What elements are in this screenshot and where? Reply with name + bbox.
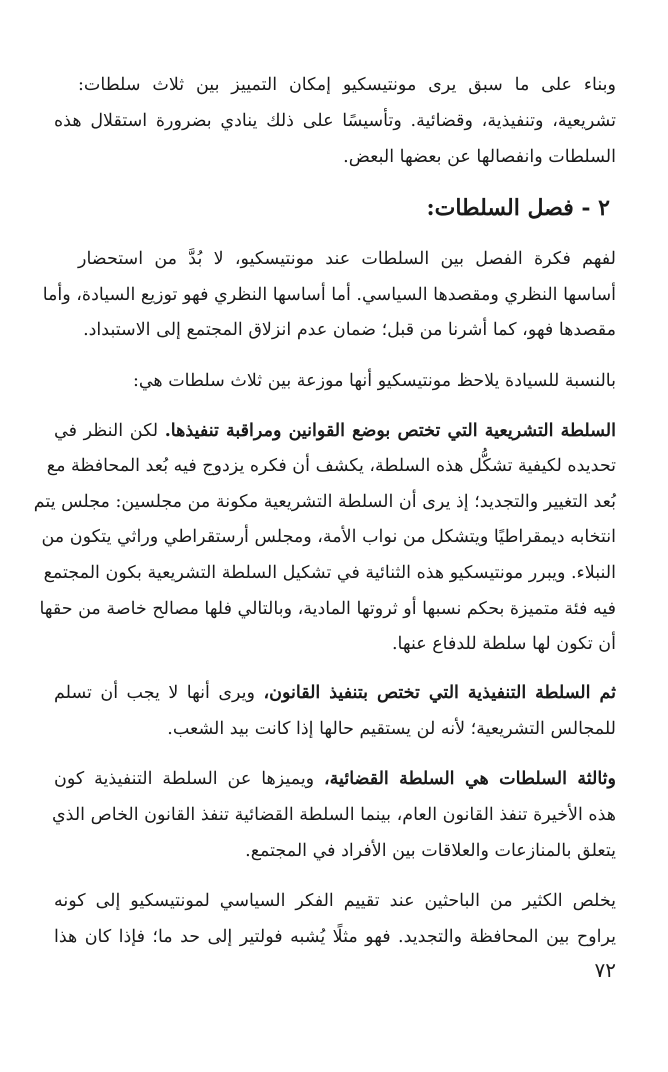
paragraph-1-line-3: السلطات وانفصالها عن بعضها البعض. (343, 147, 616, 167)
paragraph-2-line-3: مقصدها فهو، كما أشرنا من قبل؛ ضمان عدم انزلاق المجتمع إلى الاستبداد. (83, 320, 616, 340)
paragraph-5-line-2: للمجالس التشريعية؛ لأنه لن يستقيم حالها إذا كانت بيد الشعب. (167, 719, 616, 739)
paragraph-7-line-2: يراوح بين المحافظة والتجديد. فهو مثلًا يُشبه فولتير إلى حد ما؛ فإذا كان هذا (54, 927, 616, 947)
paragraph-4-line-6: فيه فئة متميزة بحكم نسبها أو ثروتها المادية، وبالتالي فلها مصالح خاصة من حقها (39, 599, 616, 619)
paragraph-6-lead-bold: وثالثة السلطات هي السلطة القضائية، (324, 769, 616, 789)
section-heading: ٢ - فصل السلطات: (426, 195, 610, 221)
paragraph-4-lead-bold: السلطة التشريعية التي تختص بوضع القوانين ومراقبة تنفيذها. (164, 421, 616, 441)
paragraph-6-line-1 (54, 766, 616, 792)
paragraph-4-line-5: النبلاء. ويبرر مونتيسكيو هذه الثنائية في تشكيل السلطة التشريعية بكون المجتمع (43, 563, 616, 583)
paragraph-2-line-1: لفهم فكرة الفصل بين السلطات عند مونتيسكيو، لا بُدَّ من استحضار (78, 249, 616, 269)
page-number: ٧٢ (594, 958, 616, 982)
paragraph-2-line-2: أساسها النظري ومقصدها السياسي. أما أساسها النظري فهو توزيع السيادة، وأما (42, 285, 616, 305)
paragraph-4-line-4: انتخابه ديمقراطيًا ويتشكل من نواب الأمة، ومجلس أرستقراطي وراثي يتكون من (41, 527, 616, 547)
paragraph-7-line-1: يخلص الكثير من الباحثين عند تقييم الفكر السياسي لمونتيسكيو إلى كونه (54, 891, 616, 911)
paragraph-6-lead-rest: ويميزها عن السلطة التنفيذية كون (54, 769, 325, 789)
paragraph-1-line-1: وبناء على ما سبق يرى مونتيسكيو إمكان التمييز بين ثلاث سلطات: (78, 75, 616, 95)
paragraph-5-lead-bold: ثم السلطة التنفيذية التي تختص بتنفيذ القانون، (263, 683, 616, 703)
paragraph-4-line-2: تحديده لكيفية تشكُّل هذه السلطة، يكشف أن فكره يزدوج فيه بُعد المحافظة مع (46, 456, 616, 476)
paragraph-4-line-3: بُعد التغيير والتجديد؛ إذ يرى أن السلطة التشريعية مكونة من مجلسين: مجلس يتم (33, 492, 616, 512)
paragraph-5-lead-rest: ويرى أنها لا يجب أن تسلم (54, 683, 264, 703)
paragraph-4-line-1 (54, 418, 616, 444)
paragraph-5-line-1 (54, 680, 616, 706)
paragraph-1-line-2: تشريعية، وتنفيذية، وقضائية. وتأسيسًا على ذلك ينادي بضرورة استقلال هذه (54, 111, 616, 131)
paragraph-6-line-3: يتعلق بالمنازعات والعلاقات بين الأفراد في المجتمع. (245, 841, 616, 861)
paragraph-4-line-7: أن تكون لها سلطة للدفاع عنها. (391, 634, 616, 654)
paragraph-4-lead-rest: لكن النظر في (54, 421, 165, 441)
paragraph-6-line-2: هذه الأخيرة تنفذ القانون العام، بينما السلطة القضائية تنفذ القانون الخاص الذي (51, 805, 616, 825)
paragraph-3-line-1: بالنسبة للسيادة يلاحظ مونتيسكيو أنها موزعة بين ثلاث سلطات هي: (132, 371, 616, 391)
